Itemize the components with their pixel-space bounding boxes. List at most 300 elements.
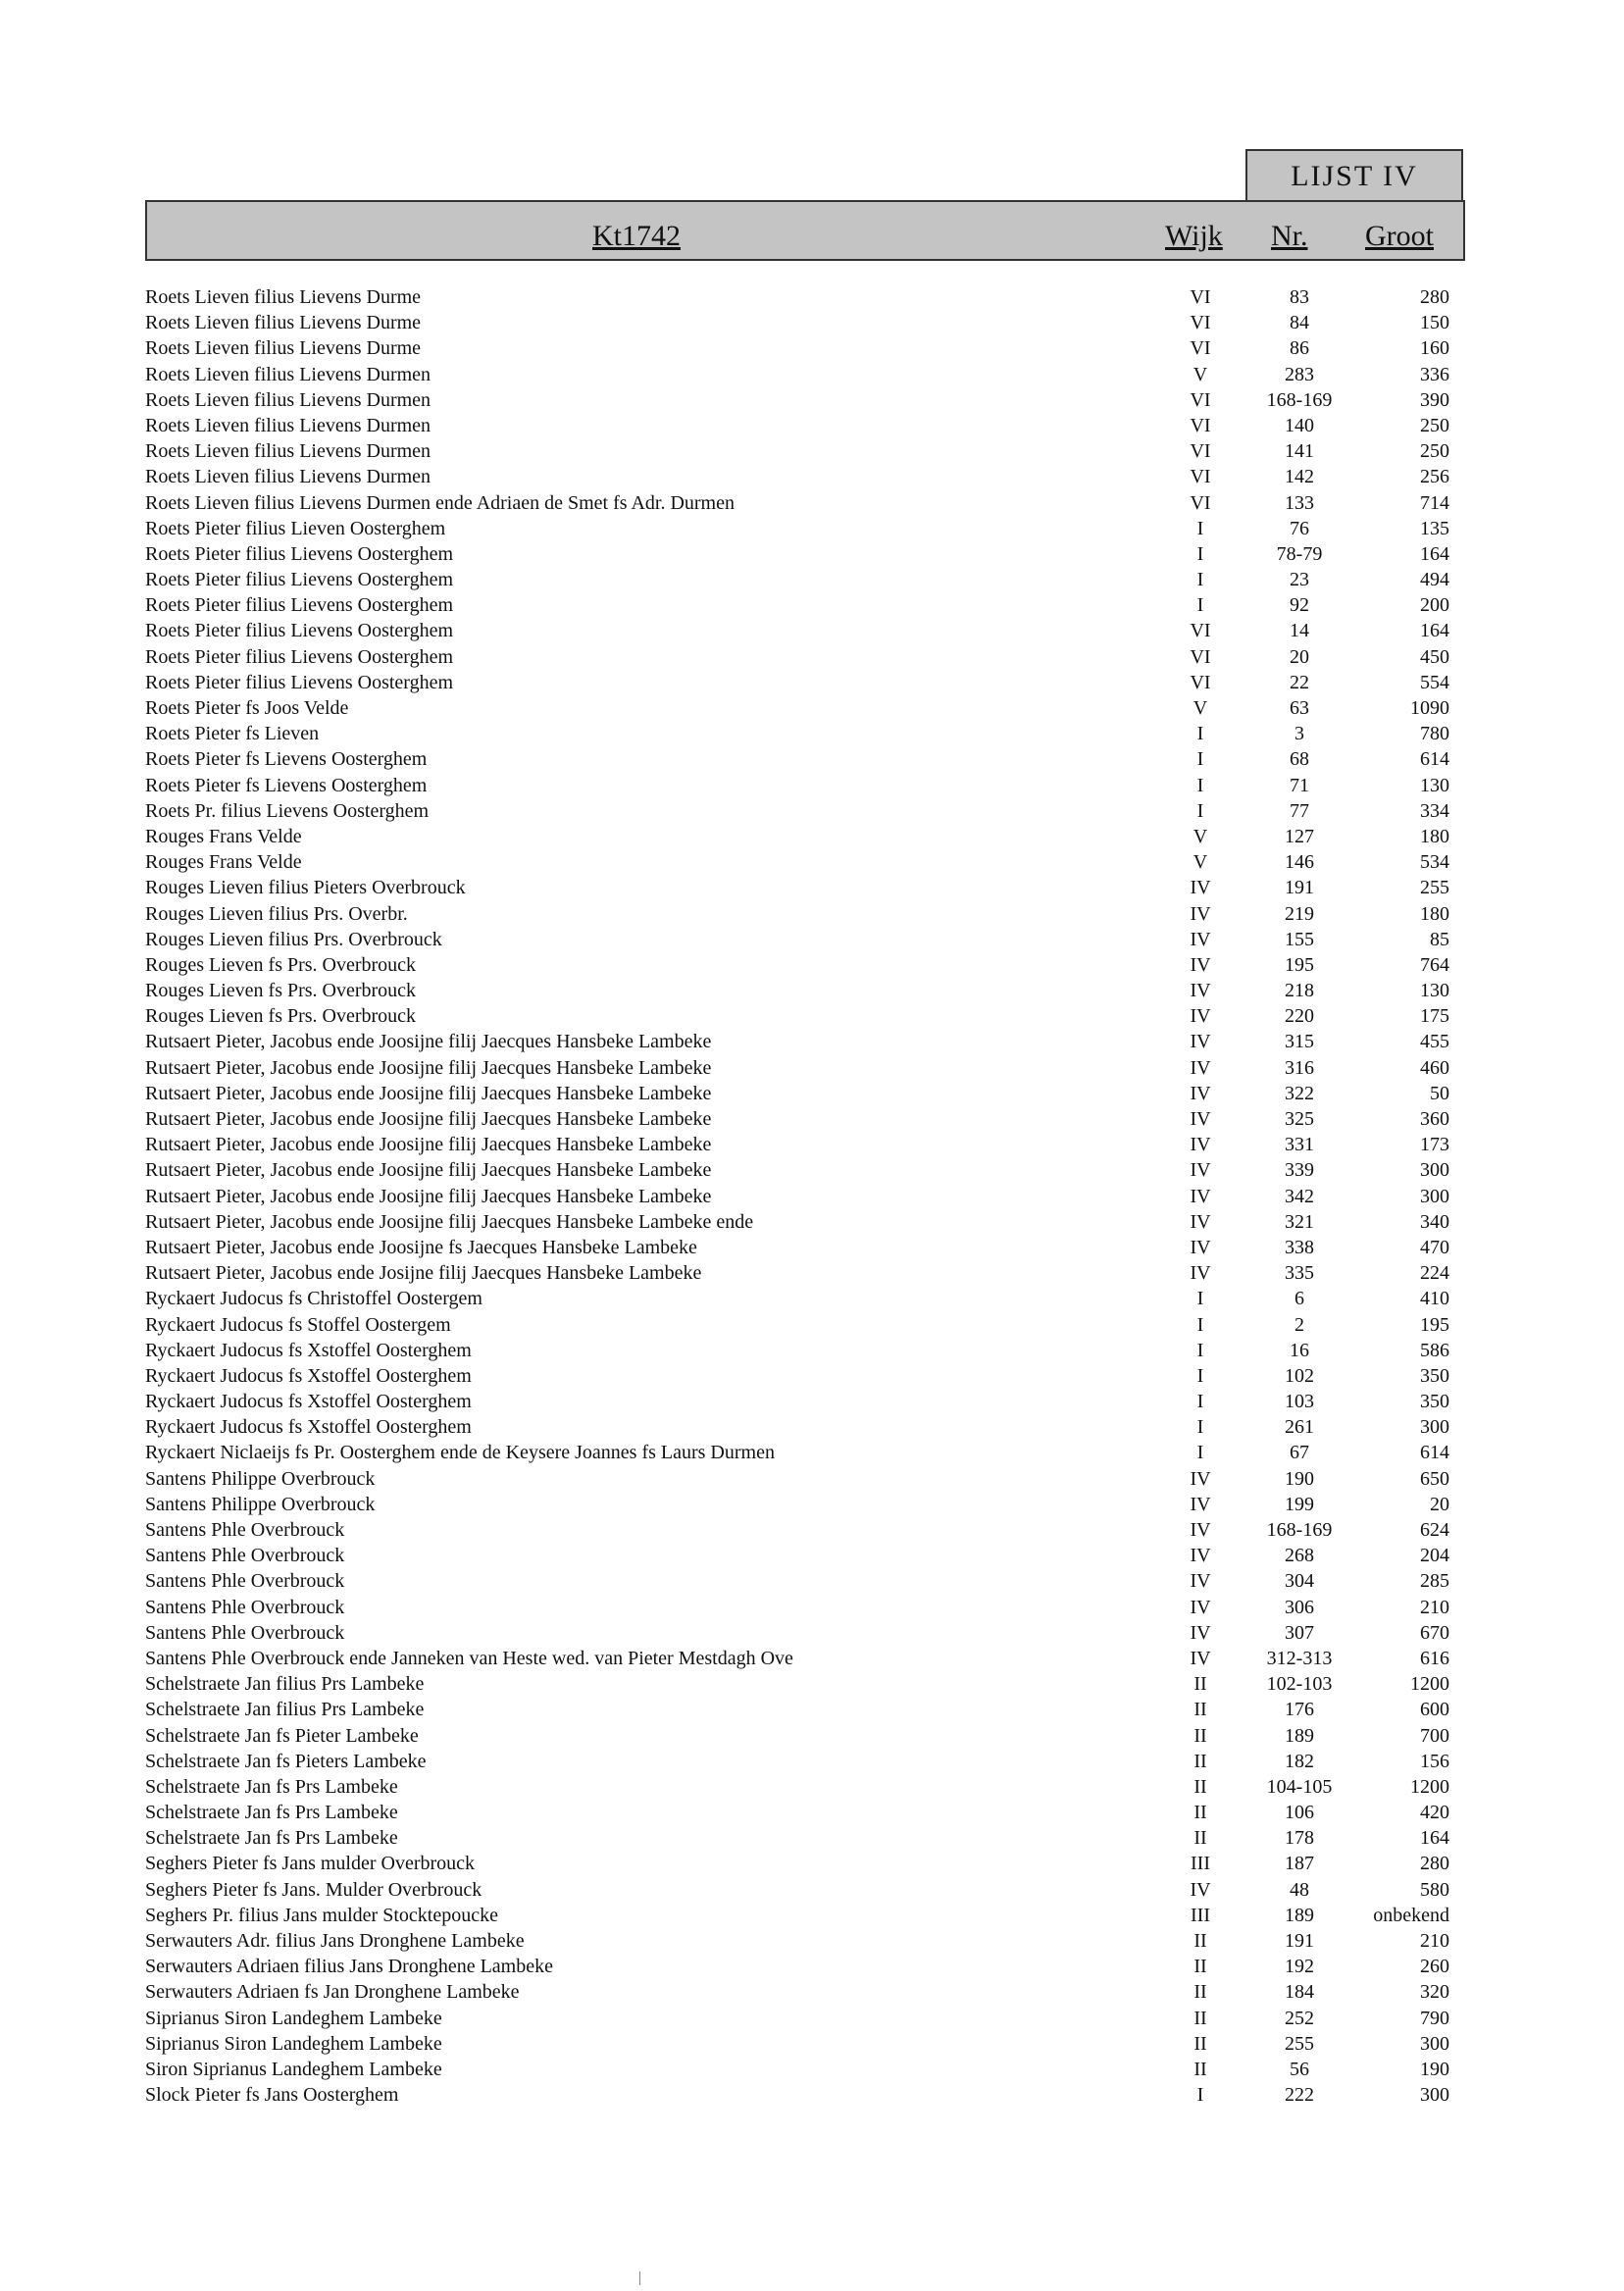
table-row [0,929,1624,954]
entry-name: Rouges Lieven filius Prs. Overbrouck [145,928,442,950]
entry-groot: 164 [1420,1827,1449,1850]
entry-nr: 23 [1290,569,1309,591]
entry-name: Santens Phle Overbrouck [145,1519,345,1541]
entry-nr: 68 [1290,748,1309,771]
entry-name: Ryckaert Judocus fs Xstoffel Oosterghem [145,1416,472,1439]
entry-wijk: IV [1190,1159,1211,1182]
entry-groot: 410 [1420,1288,1449,1310]
entry-groot: 85 [1430,928,1449,950]
table-row [0,286,1624,312]
entry-name: Serwauters Adriaen filius Jans Dronghene Lambeke [145,1956,553,1978]
entry-nr: 220 [1285,1005,1314,1028]
entry-name: Roets Lieven filius Lievens Durmen ende Adriaen de Smet fs Adr. Durmen [145,491,735,514]
entry-nr: 261 [1285,1416,1314,1439]
entry-groot: 285 [1420,1570,1449,1593]
entry-groot: 764 [1420,953,1449,976]
entry-groot: 300 [1420,2032,1449,2055]
entry-nr: 189 [1285,1904,1314,1926]
entry-nr: 252 [1285,2007,1314,2029]
table-row [0,1391,1624,1416]
entry-nr: 146 [1285,851,1314,874]
entry-nr: 325 [1285,1108,1314,1130]
entry-wijk: IV [1190,1596,1211,1618]
entry-name: Ryckaert Niclaeijs fs Pr. Oosterghem ende de Keysere Joannes fs Laurs Durmen [145,1442,775,1464]
entry-wijk: I [1196,542,1204,565]
entry-nr: 316 [1285,1056,1314,1079]
table-row [0,1005,1624,1031]
entry-groot: 50 [1430,1082,1449,1104]
entry-name: Roets Lieven filius Lievens Durme [145,286,422,308]
entry-wijk: II [1193,1956,1207,1978]
entry-name: Roets Lieven filius Lievens Durme [145,337,422,360]
table-row [0,1237,1624,1262]
entry-nr: 191 [1285,1930,1314,1952]
entry-wijk: II [1193,1724,1207,1747]
entry-nr: 190 [1285,1467,1314,1490]
entry-name: Roets Pieter fs Joos Velde [145,697,349,719]
entry-wijk: IV [1190,1185,1211,1207]
table-row [0,1083,1624,1108]
entry-wijk: IV [1190,1031,1211,1053]
entry-nr: 142 [1285,466,1314,488]
entry-name: Roets Lieven filius Lievens Durmen [145,440,431,463]
entry-nr: 192 [1285,1956,1314,1978]
entry-name: Santens Philippe Overbrouck [145,1467,376,1490]
entry-wijk: II [1193,1981,1207,2004]
entry-wijk: IV [1190,1056,1211,1079]
entry-groot: 280 [1420,1853,1449,1875]
entry-nr: 71 [1290,774,1309,796]
table-row [0,1751,1624,1776]
table-row [0,1776,1624,1802]
entry-name: Santens Phle Overbrouck [145,1596,345,1618]
column-header-nr: Nr. [1271,220,1308,252]
entry-nr: 306 [1285,1596,1314,1618]
table-row [0,2008,1624,2033]
entry-name: Siprianus Siron Landeghem Lambeke [145,2032,442,2055]
entry-name: Roets Pieter fs Lieven [145,723,320,745]
entry-name: Ryckaert Judocus fs Christoffel Oostergem [145,1288,482,1310]
entry-nr: 102-103 [1266,1673,1333,1696]
entry-groot: 164 [1420,542,1449,565]
entry-wijk: VI [1190,414,1211,436]
entry-wijk: II [1193,2032,1207,2055]
table-row [0,775,1624,800]
entry-wijk: I [1196,594,1204,617]
entry-nr: 187 [1285,1853,1314,1875]
entry-wijk: II [1193,1802,1207,1824]
entry-wijk: IV [1190,1082,1211,1104]
table-row [0,748,1624,774]
table-row [0,723,1624,748]
entry-groot: 614 [1420,748,1449,771]
entry-wijk: I [1196,1313,1204,1336]
entry-nr: 255 [1285,2032,1314,2055]
entry-groot: 700 [1420,1724,1449,1747]
entry-wijk: I [1196,723,1204,745]
entry-nr: 48 [1290,1878,1309,1901]
entry-wijk: V [1193,697,1208,719]
entry-name: Seghers Pr. filius Jans mulder Stocktepoucke [145,1904,498,1926]
table-row [0,415,1624,440]
entry-name: Rutsaert Pieter, Jacobus ende Joosijne filij Jaecques Hansbeke Lambeke [145,1134,712,1156]
table-row [0,1314,1624,1340]
table-row [0,1622,1624,1648]
entry-name: Rouges Lieven fs Prs. Overbrouck [145,953,417,976]
entry-name: Ryckaert Judocus fs Stoffel Oostergem [145,1313,451,1336]
entry-groot: 336 [1420,363,1449,385]
entry-nr: 133 [1285,491,1314,514]
table-row [0,800,1624,826]
entry-nr: 127 [1285,825,1314,847]
entry-nr: 86 [1290,337,1309,360]
entry-groot: 300 [1420,1185,1449,1207]
entry-nr: 178 [1285,1827,1314,1850]
table-row [0,1442,1624,1467]
entry-nr: 182 [1285,1750,1314,1772]
entry-groot: 210 [1420,1596,1449,1618]
entry-name: Rutsaert Pieter, Jacobus ende Josijne filij Jaecques Hansbeke Lambeke [145,1262,702,1285]
entry-groot: 130 [1420,980,1449,1002]
table-row [0,1288,1624,1313]
entry-groot: 714 [1420,491,1449,514]
table-row [0,1416,1624,1442]
entry-wijk: I [1196,1416,1204,1439]
entry-wijk: IV [1190,877,1211,899]
entry-groot: 350 [1420,1391,1449,1413]
entry-wijk: I [1196,1442,1204,1464]
entry-nr: 331 [1285,1134,1314,1156]
entry-name: Rouges Lieven filius Pieters Overbrouck [145,877,466,899]
entry-nr: 199 [1285,1493,1314,1515]
table-row [0,1340,1624,1365]
entry-nr: 67 [1290,1442,1309,1464]
entry-nr: 184 [1285,1981,1314,2004]
entry-name: Roets Pieter filius Lievens Oosterghem [145,671,454,693]
entry-name: Santens Phle Overbrouck [145,1545,345,1567]
entry-name: Schelstraete Jan fs Pieters Lambeke [145,1750,427,1772]
entry-groot: 160 [1420,337,1449,360]
entry-groot: 250 [1420,414,1449,436]
entry-wijk: VI [1190,620,1211,642]
table-row [0,364,1624,389]
table-row [0,1468,1624,1494]
entry-nr: 312-313 [1266,1647,1333,1669]
entry-groot: 150 [1420,312,1449,334]
entry-nr: 106 [1285,1802,1314,1824]
entry-wijk: I [1196,1339,1204,1361]
entry-groot: 20 [1430,1493,1449,1515]
table-row [0,1108,1624,1134]
table-row [0,2084,1624,2110]
table-row [0,440,1624,466]
entry-nr: 168-169 [1266,1519,1333,1541]
entry-groot: 534 [1420,851,1449,874]
entry-groot: 1200 [1410,1775,1449,1798]
entry-nr: 189 [1285,1724,1314,1747]
entry-wijk: III [1191,1904,1210,1926]
table-row [0,543,1624,569]
entry-name: Rouges Lieven fs Prs. Overbrouck [145,1005,417,1028]
entry-nr: 191 [1285,877,1314,899]
entry-name: Santens Phle Overbrouck [145,1621,345,1644]
entry-nr: 76 [1290,517,1309,539]
entry-groot: 300 [1420,1159,1449,1182]
entry-name: Santens Phle Overbrouck ende Janneken van Heste wed. van Pieter Mestdagh Ove [145,1647,793,1669]
entry-nr: 339 [1285,1159,1314,1182]
entry-groot: 586 [1420,1339,1449,1361]
entry-name: Santens Philippe Overbrouck [145,1493,376,1515]
entry-groot: 470 [1420,1236,1449,1258]
entry-groot: 280 [1420,286,1449,308]
entry-groot: 580 [1420,1878,1449,1901]
entry-nr: 141 [1285,440,1314,463]
entry-wijk: I [1196,569,1204,591]
table-row [0,672,1624,697]
table-row [0,1134,1624,1159]
entry-nr: 84 [1290,312,1309,334]
entry-wijk: IV [1190,1519,1211,1541]
entry-groot: 204 [1420,1545,1449,1567]
entry-groot: 460 [1420,1056,1449,1079]
entry-wijk: IV [1190,1545,1211,1567]
entry-nr: 321 [1285,1210,1314,1233]
entry-wijk: I [1196,799,1204,822]
table-row [0,1981,1624,2007]
page-title: Kt1742 [592,220,681,252]
table-row [0,312,1624,337]
entry-nr: 104-105 [1266,1775,1333,1798]
entry-nr: 22 [1290,671,1309,693]
entry-name: Siron Siprianus Landeghem Lambeke [145,2058,442,2080]
table-row [0,1159,1624,1185]
entry-nr: 20 [1290,645,1309,668]
entry-groot: 455 [1420,1031,1449,1053]
entry-wijk: VI [1190,491,1211,514]
entry-name: Rutsaert Pieter, Jacobus ende Joosijne filij Jaecques Hansbeke Lambeke [145,1185,712,1207]
entry-wijk: IV [1190,928,1211,950]
entry-name: Rouges Lieven filius Prs. Overbr. [145,902,408,925]
entry-name: Schelstraete Jan fs Pieter Lambeke [145,1724,419,1747]
entry-groot: 190 [1420,2058,1449,2080]
entry-groot: 173 [1420,1134,1449,1156]
table-row [0,1519,1624,1545]
table-row [0,1905,1624,1930]
entry-groot: 180 [1420,825,1449,847]
entry-wijk: IV [1190,1621,1211,1644]
entry-groot: 494 [1420,569,1449,591]
table-row [0,1031,1624,1056]
entry-name: Roets Pieter filius Lievens Oosterghem [145,620,454,642]
entry-nr: 219 [1285,902,1314,925]
entry-groot: 1200 [1410,1673,1449,1696]
entry-groot: 554 [1420,671,1449,693]
entry-name: Rutsaert Pieter, Jacobus ende Joosijne filij Jaecques Hansbeke Lambeke [145,1056,712,1079]
entry-wijk: VI [1190,671,1211,693]
entry-name: Roets Pieter filius Lievens Oosterghem [145,569,454,591]
table-header [145,200,1465,261]
entry-groot: 256 [1420,466,1449,488]
entry-groot: 360 [1420,1108,1449,1130]
column-header-groot: Groot [1365,220,1434,252]
table-row [0,826,1624,851]
entry-wijk: II [1193,1775,1207,1798]
entry-nr: 342 [1285,1185,1314,1207]
entry-groot: 334 [1420,799,1449,822]
entry-nr: 304 [1285,1570,1314,1593]
entry-groot: 255 [1420,877,1449,899]
entry-wijk: IV [1190,1647,1211,1669]
entry-groot: 156 [1420,1750,1449,1772]
entry-wijk: I [1196,774,1204,796]
entry-name: Roets Lieven filius Lievens Durmen [145,363,431,385]
table-row [0,954,1624,980]
entry-wijk: IV [1190,1236,1211,1258]
entry-nr: 2 [1294,1313,1304,1336]
entry-name: Roets Pr. filius Lievens Oosterghem [145,799,430,822]
entry-groot: 420 [1420,1802,1449,1824]
table-row [0,389,1624,415]
entry-wijk: I [1196,1288,1204,1310]
entry-name: Seghers Pieter fs Jans. Mulder Overbrouck [145,1878,482,1901]
entry-nr: 92 [1290,594,1309,617]
entry-wijk: IV [1190,1210,1211,1233]
entry-nr: 14 [1290,620,1309,642]
entry-name: Roets Lieven filius Lievens Durmen [145,388,431,411]
entry-groot: 180 [1420,902,1449,925]
table-row [0,1597,1624,1622]
entry-name: Schelstraete Jan fs Prs Lambeke [145,1802,398,1824]
table-row [0,1827,1624,1853]
entry-groot: onbekend [1373,1904,1449,1926]
entry-nr: 268 [1285,1545,1314,1567]
entry-wijk: IV [1190,1878,1211,1901]
entry-wijk: IV [1190,1108,1211,1130]
table-row [0,1211,1624,1237]
table-row [0,1802,1624,1827]
entry-wijk: IV [1190,1005,1211,1028]
entry-wijk: I [1196,1391,1204,1413]
table-row [0,2059,1624,2084]
entry-wijk: V [1193,363,1208,385]
entry-wijk: IV [1190,1467,1211,1490]
entry-wijk: II [1193,1930,1207,1952]
table-row [0,1879,1624,1905]
entry-nr: 6 [1294,1288,1304,1310]
entry-name: Rutsaert Pieter, Jacobus ende Joosijne fs Jaecques Hansbeke Lambeke [145,1236,697,1258]
entry-name: Rutsaert Pieter, Jacobus ende Joosijne filij Jaecques Hansbeke Lambeke [145,1159,712,1182]
entry-wijk: IV [1190,1134,1211,1156]
table-row [0,1545,1624,1570]
entry-name: Ryckaert Judocus fs Xstoffel Oosterghem [145,1339,472,1361]
table-row [0,1570,1624,1596]
entry-wijk: I [1196,748,1204,771]
entry-nr: 283 [1285,363,1314,385]
entry-groot: 224 [1420,1262,1449,1285]
entry-name: Slock Pieter fs Jans Oosterghem [145,2084,399,2107]
entry-groot: 164 [1420,620,1449,642]
entry-name: Roets Lieven filius Lievens Durmen [145,414,431,436]
entry-groot: 780 [1420,723,1449,745]
entry-wijk: VI [1190,312,1211,334]
entry-nr: 103 [1285,1391,1314,1413]
entry-nr: 83 [1290,286,1309,308]
table-row [0,851,1624,877]
entry-wijk: II [1193,1699,1207,1721]
entry-wijk: VI [1190,286,1211,308]
table-row [0,877,1624,902]
entry-nr: 222 [1285,2084,1314,2107]
entry-groot: 195 [1420,1313,1449,1336]
entry-name: Roets Pieter fs Lievens Oosterghem [145,748,428,771]
entry-wijk: II [1193,2007,1207,2029]
table-row [0,980,1624,1005]
entry-groot: 350 [1420,1364,1449,1387]
entry-nr: 168-169 [1266,388,1333,411]
entry-name: Roets Pieter filius Lievens Oosterghem [145,645,454,668]
table-row [0,492,1624,518]
entry-name: Ryckaert Judocus fs Xstoffel Oosterghem [145,1364,472,1387]
entry-groot: 320 [1420,1981,1449,2004]
table-row [0,1725,1624,1751]
entry-name: Roets Lieven filius Lievens Durmen [145,466,431,488]
entry-name: Rouges Frans Velde [145,825,302,847]
table-row [0,1365,1624,1391]
entry-groot: 390 [1420,388,1449,411]
entry-groot: 135 [1420,517,1449,539]
entry-nr: 140 [1285,414,1314,436]
entry-nr: 307 [1285,1621,1314,1644]
entry-name: Serwauters Adriaen fs Jan Dronghene Lambeke [145,1981,520,2004]
table-row [0,1262,1624,1288]
entry-wijk: VI [1190,645,1211,668]
entry-groot: 175 [1420,1005,1449,1028]
table-row [0,337,1624,363]
entry-wijk: V [1193,825,1208,847]
table-row [0,1673,1624,1699]
table-row [0,1648,1624,1673]
entry-nr: 335 [1285,1262,1314,1285]
entry-groot: 250 [1420,440,1449,463]
entry-wijk: II [1193,1673,1207,1696]
entry-wijk: I [1196,2084,1204,2107]
entry-name: Schelstraete Jan fs Prs Lambeke [145,1775,398,1798]
entry-nr: 56 [1290,2058,1309,2080]
entry-wijk: I [1196,517,1204,539]
entry-groot: 1090 [1410,697,1449,719]
entry-groot: 340 [1420,1210,1449,1233]
entry-wijk: IV [1190,980,1211,1002]
entry-groot: 210 [1420,1930,1449,1952]
entry-name: Roets Lieven filius Lievens Durme [145,312,422,334]
table-row [0,518,1624,543]
table-row [0,1956,1624,1981]
table-row [0,646,1624,672]
entry-nr: 16 [1290,1339,1309,1361]
entry-name: Roets Pieter filius Lievens Oosterghem [145,542,454,565]
table-row [0,2033,1624,2059]
entry-name: Rouges Lieven fs Prs. Overbrouck [145,980,417,1002]
entry-nr: 218 [1285,980,1314,1002]
entry-name: Schelstraete Jan filius Prs Lambeke [145,1673,425,1696]
entry-wijk: VI [1190,388,1211,411]
entry-wijk: VI [1190,440,1211,463]
entry-name: Rutsaert Pieter, Jacobus ende Joosijne filij Jaecques Hansbeke Lambeke [145,1082,712,1104]
entry-nr: 63 [1290,697,1309,719]
list-label-box [1245,149,1463,204]
table-row [0,1494,1624,1519]
entry-name: Rutsaert Pieter, Jacobus ende Joosijne filij Jaecques Hansbeke Lambeke ende [145,1210,754,1233]
